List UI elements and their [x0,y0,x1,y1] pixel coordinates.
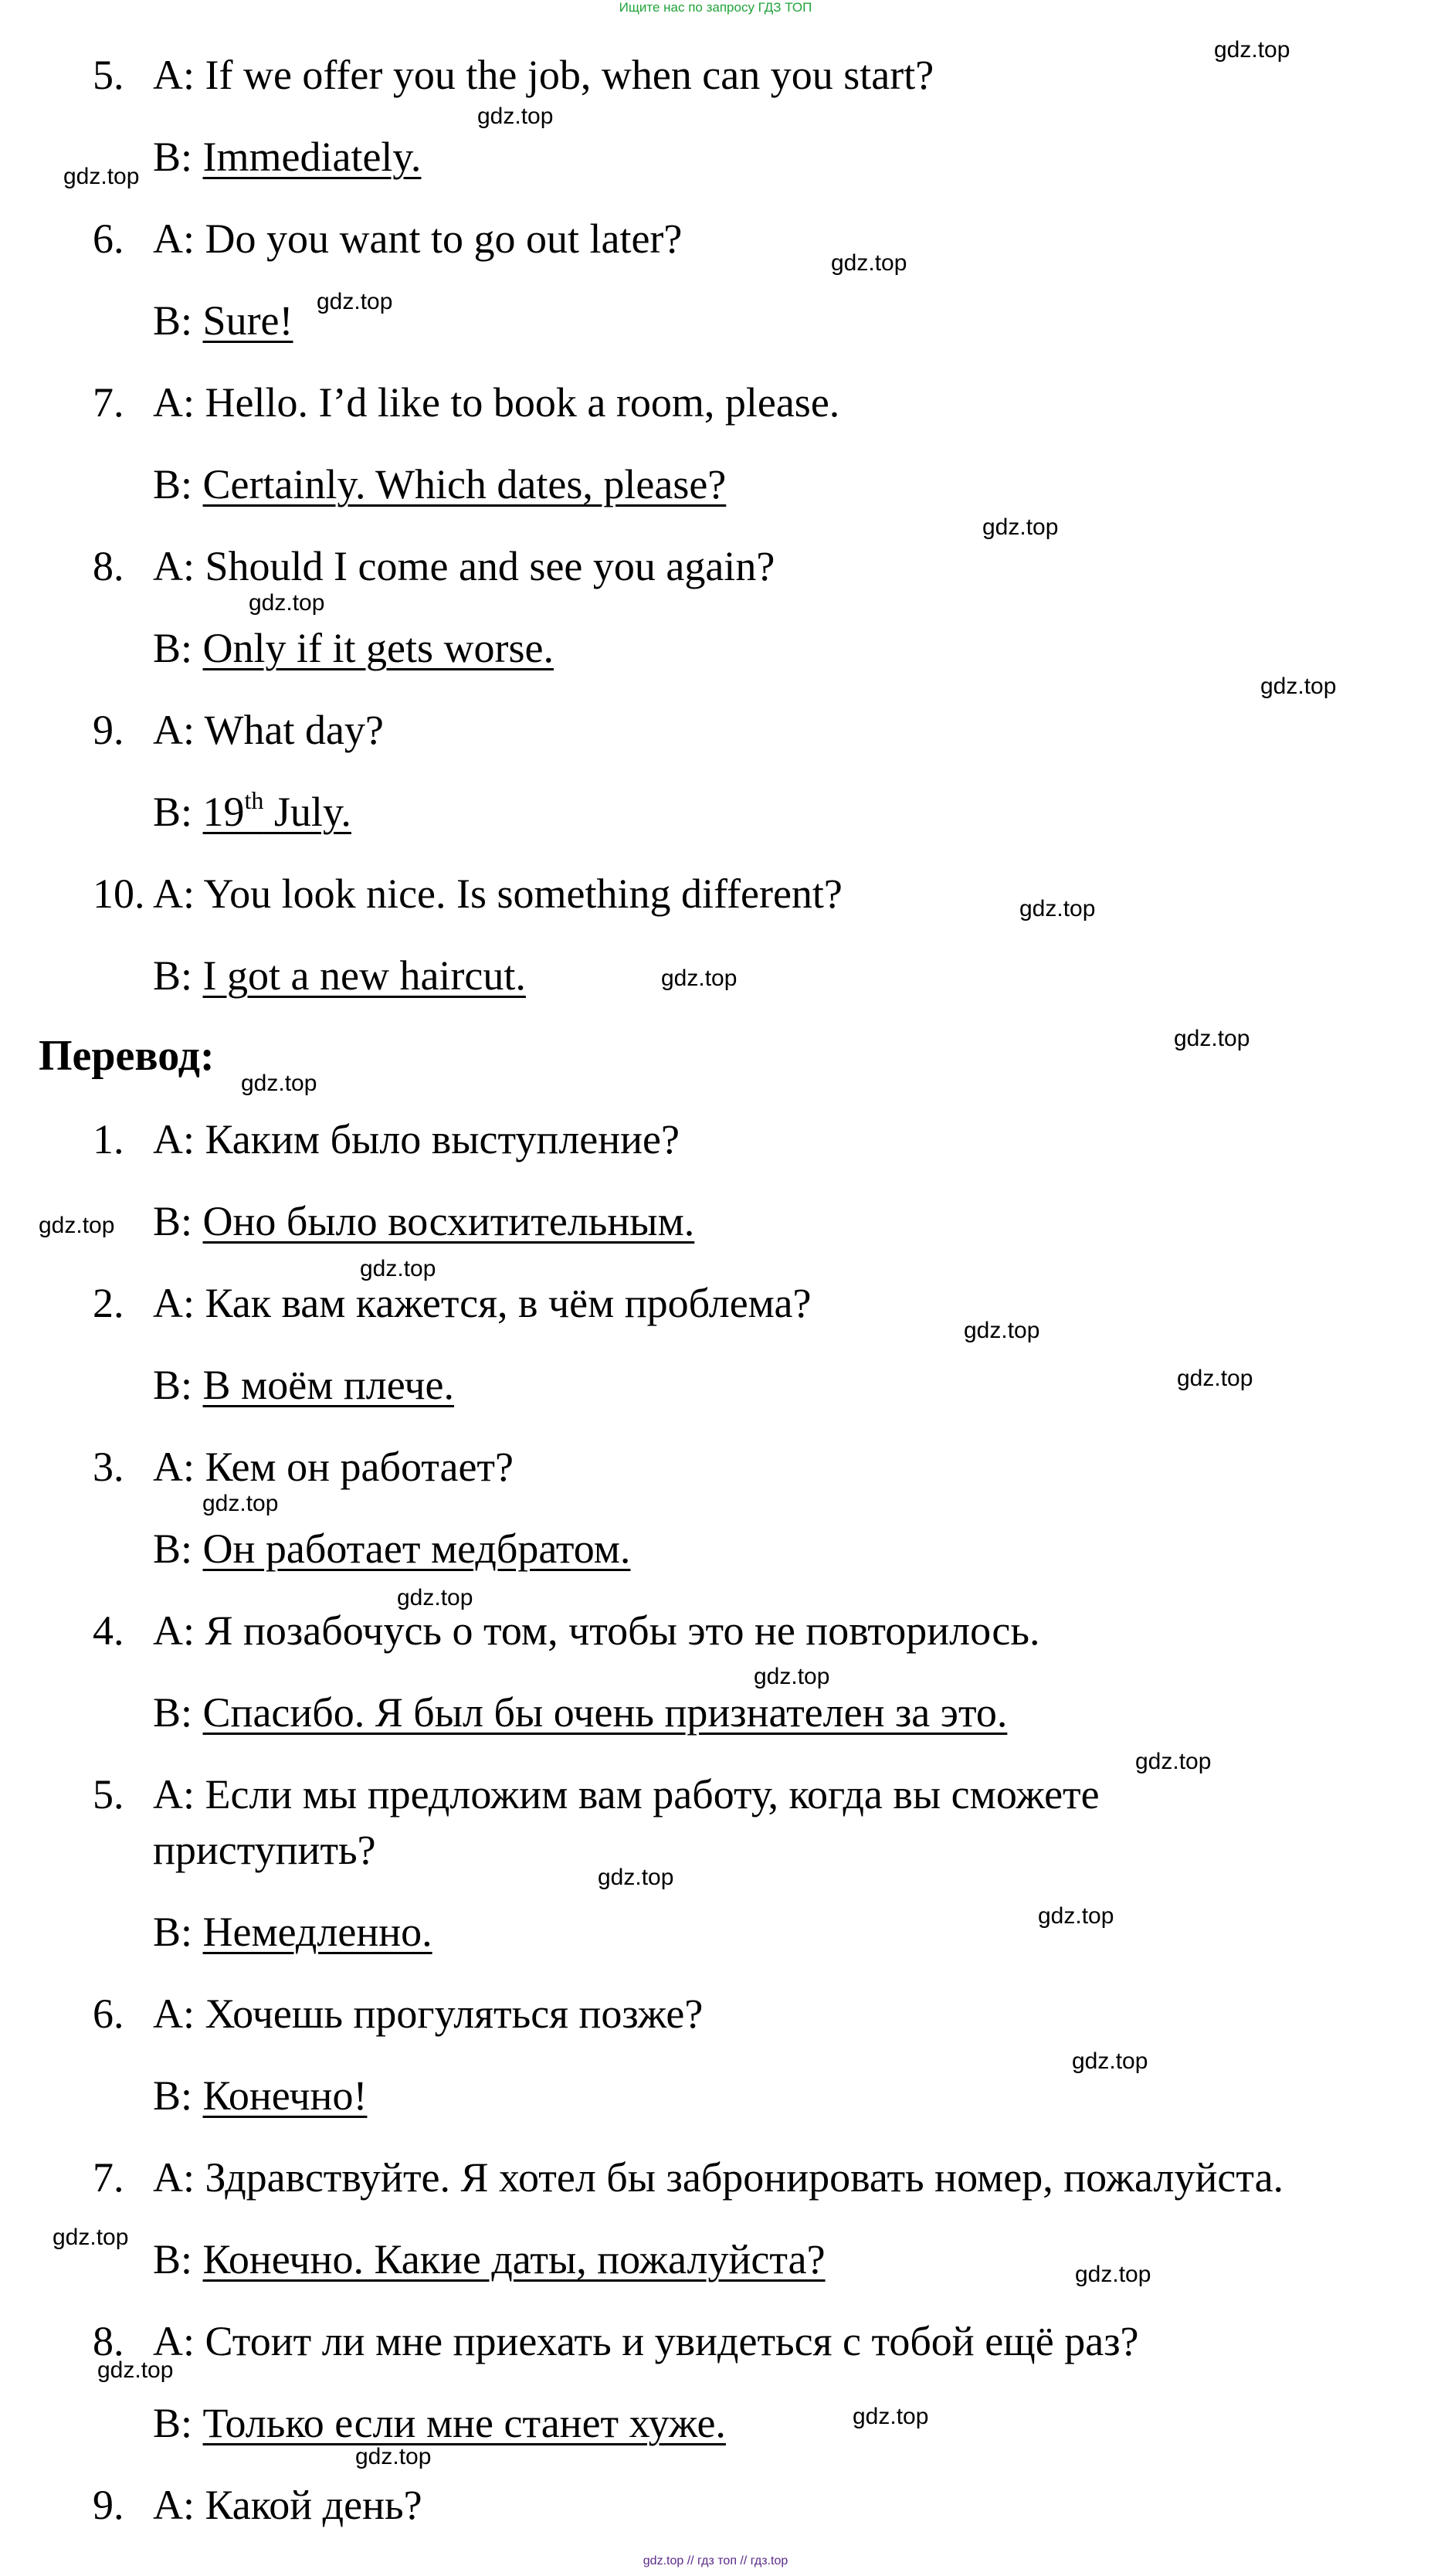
item-number: 8. [93,543,124,589]
speaker-b-line [153,133,421,181]
item-number: 9. [93,2482,124,2528]
speaker-a-line: A: Здравствуйте. Я хотел бы забронировать номер, пожалуйста. [153,2154,1284,2201]
answer-text: Sure! [202,297,293,344]
watermark: gdz.top [63,164,140,189]
speaker-a-line: A: Каким было выступление? [153,1116,680,1162]
item-number: 7. [93,2154,124,2201]
answer-text: Конечно. Какие даты, пожалуйста? [202,2236,826,2282]
watermark: gdz.top [477,104,554,129]
speaker-b-prefix: B: [153,461,203,507]
speaker-b-prefix: B: [153,1689,203,1736]
item-number: 8. [93,2318,124,2364]
watermark: gdz.top [853,2404,929,2429]
speaker-b-line [153,297,293,344]
item-number: 6. [93,216,124,262]
speaker-b-line [153,952,526,1000]
speaker-b-line [153,1525,630,1573]
speaker-b-prefix: B: [153,134,203,180]
speaker-b-prefix: B: [153,625,203,671]
answer-text: Конечно! [202,2072,368,2119]
watermark: gdz.top [1214,37,1290,63]
watermark: gdz.top [1260,674,1337,699]
speaker-b-prefix: B: [153,2072,203,2119]
watermark: gdz.top [1135,1749,1212,1774]
answer-text [202,786,351,835]
answer-text: В моём плече. [202,1362,454,1408]
speaker-a-line: A: Should I come and see you again? [153,543,775,589]
answer-text: I got a new haircut. [202,952,526,999]
answer-month: July. [263,789,351,835]
item-number: 9. [93,707,124,753]
watermark: gdz.top [754,1664,830,1689]
speaker-a-line: A: You look nice. Is something different? [153,871,843,917]
watermark: gdz.top [1075,2262,1151,2287]
speaker-b-prefix: B: [153,2400,203,2446]
item-number: 7. [93,379,124,426]
watermark: gdz.top [598,1865,674,1890]
answer-text: Certainly. Which dates, please? [202,461,727,507]
speaker-b-prefix: B: [153,1909,203,1955]
watermark: gdz.top [397,1585,473,1610]
watermark: gdz.top [1174,1026,1250,1051]
watermark: gdz.top [1038,1903,1114,1929]
watermark: gdz.top [1019,896,1096,921]
answer-text: Оно было восхитительным. [202,1198,695,1244]
watermark: gdz.top [964,1318,1040,1343]
speaker-a-line: A: Я позабочусь о том, чтобы это не повторилось. [153,1607,1040,1654]
speaker-b-line [153,788,351,836]
speaker-b-line [153,2235,826,2283]
speaker-b-prefix: B: [153,789,203,835]
speaker-b-line [153,1688,1007,1736]
answer-text: Только если мне станет хуже. [202,2400,726,2446]
speaker-b-line [153,1197,694,1245]
watermark: gdz.top [661,966,738,991]
answer-text: Only if it gets worse. [202,625,554,671]
item-number: 3. [93,1444,124,1490]
watermark: gdz.top [39,1213,115,1238]
watermark: gdz.top [1072,2048,1148,2074]
item-number: 6. [93,1991,124,2037]
watermark: gdz.top [241,1071,317,1096]
speaker-b-prefix: B: [153,297,203,344]
speaker-b-prefix: B: [153,1526,203,1572]
watermark: gdz.top [97,2357,174,2383]
speaker-b-line [153,1908,432,1956]
answer-text: Немедленно. [202,1909,432,1955]
speaker-a-line: A: Как вам кажется, в чём проблема? [153,1280,812,1326]
item-number: 5. [93,52,124,98]
watermark: gdz.top [355,2444,432,2469]
speaker-a-line: A: Кем он работает? [153,1444,514,1490]
speaker-a-line: A: If we offer you the job, when can you start? [153,52,934,98]
top-banner: Ищите нас по запросу ГДЗ ТОП [619,0,812,15]
watermark: gdz.top [202,1491,279,1516]
item-number: 5. [93,1771,124,1817]
answer-text: Он работает медбратом. [202,1526,631,1572]
answer-text: Спасибо. Я был бы очень признателен за это. [202,1689,1008,1736]
item-number: 1. [93,1116,124,1162]
answer-day: 19 [202,789,245,835]
speaker-b-prefix: B: [153,1198,203,1244]
speaker-b-line [153,2399,726,2447]
speaker-b-line [153,2072,367,2120]
item-number: 2. [93,1280,124,1326]
speaker-a-line: A: Какой день? [153,2482,422,2528]
watermark: gdz.top [982,514,1059,540]
speaker-b-line [153,460,726,508]
watermark: gdz.top [360,1256,436,1281]
footer-links[interactable]: gdz.top // гдз топ // гдз.top [643,2554,788,2568]
watermark: gdz.top [831,250,907,276]
speaker-a-line: A: What day? [153,707,384,753]
speaker-a-line: A: Стоит ли мне приехать и увидеться с тобой ещё раз? [153,2318,1139,2364]
ordinal-suffix: th [244,786,264,814]
watermark: gdz.top [249,590,325,616]
speaker-a-line: A: Hello. I’d like to book a room, please. [153,379,840,426]
watermark: gdz.top [1177,1366,1253,1391]
watermark: gdz.top [53,2225,129,2250]
translation-heading: Перевод: [39,1032,215,1080]
speaker-a-line: A: Если мы предложим вам работу, когда вы сможете [153,1771,1100,1817]
speaker-a-line: A: Хочешь прогуляться позже? [153,1991,704,2037]
speaker-b-line [153,1361,454,1409]
answer-text: Immediately. [202,134,422,180]
item-number: 4. [93,1607,124,1654]
watermark: gdz.top [317,289,393,314]
speaker-b-prefix: B: [153,2236,203,2282]
speaker-a-continuation: приступить? [153,1827,376,1873]
item-number: 10. [93,871,145,917]
speaker-b-line [153,624,554,672]
speaker-a-line: A: Do you want to go out later? [153,216,683,262]
speaker-b-prefix: B: [153,952,203,999]
speaker-b-prefix: B: [153,1362,203,1408]
